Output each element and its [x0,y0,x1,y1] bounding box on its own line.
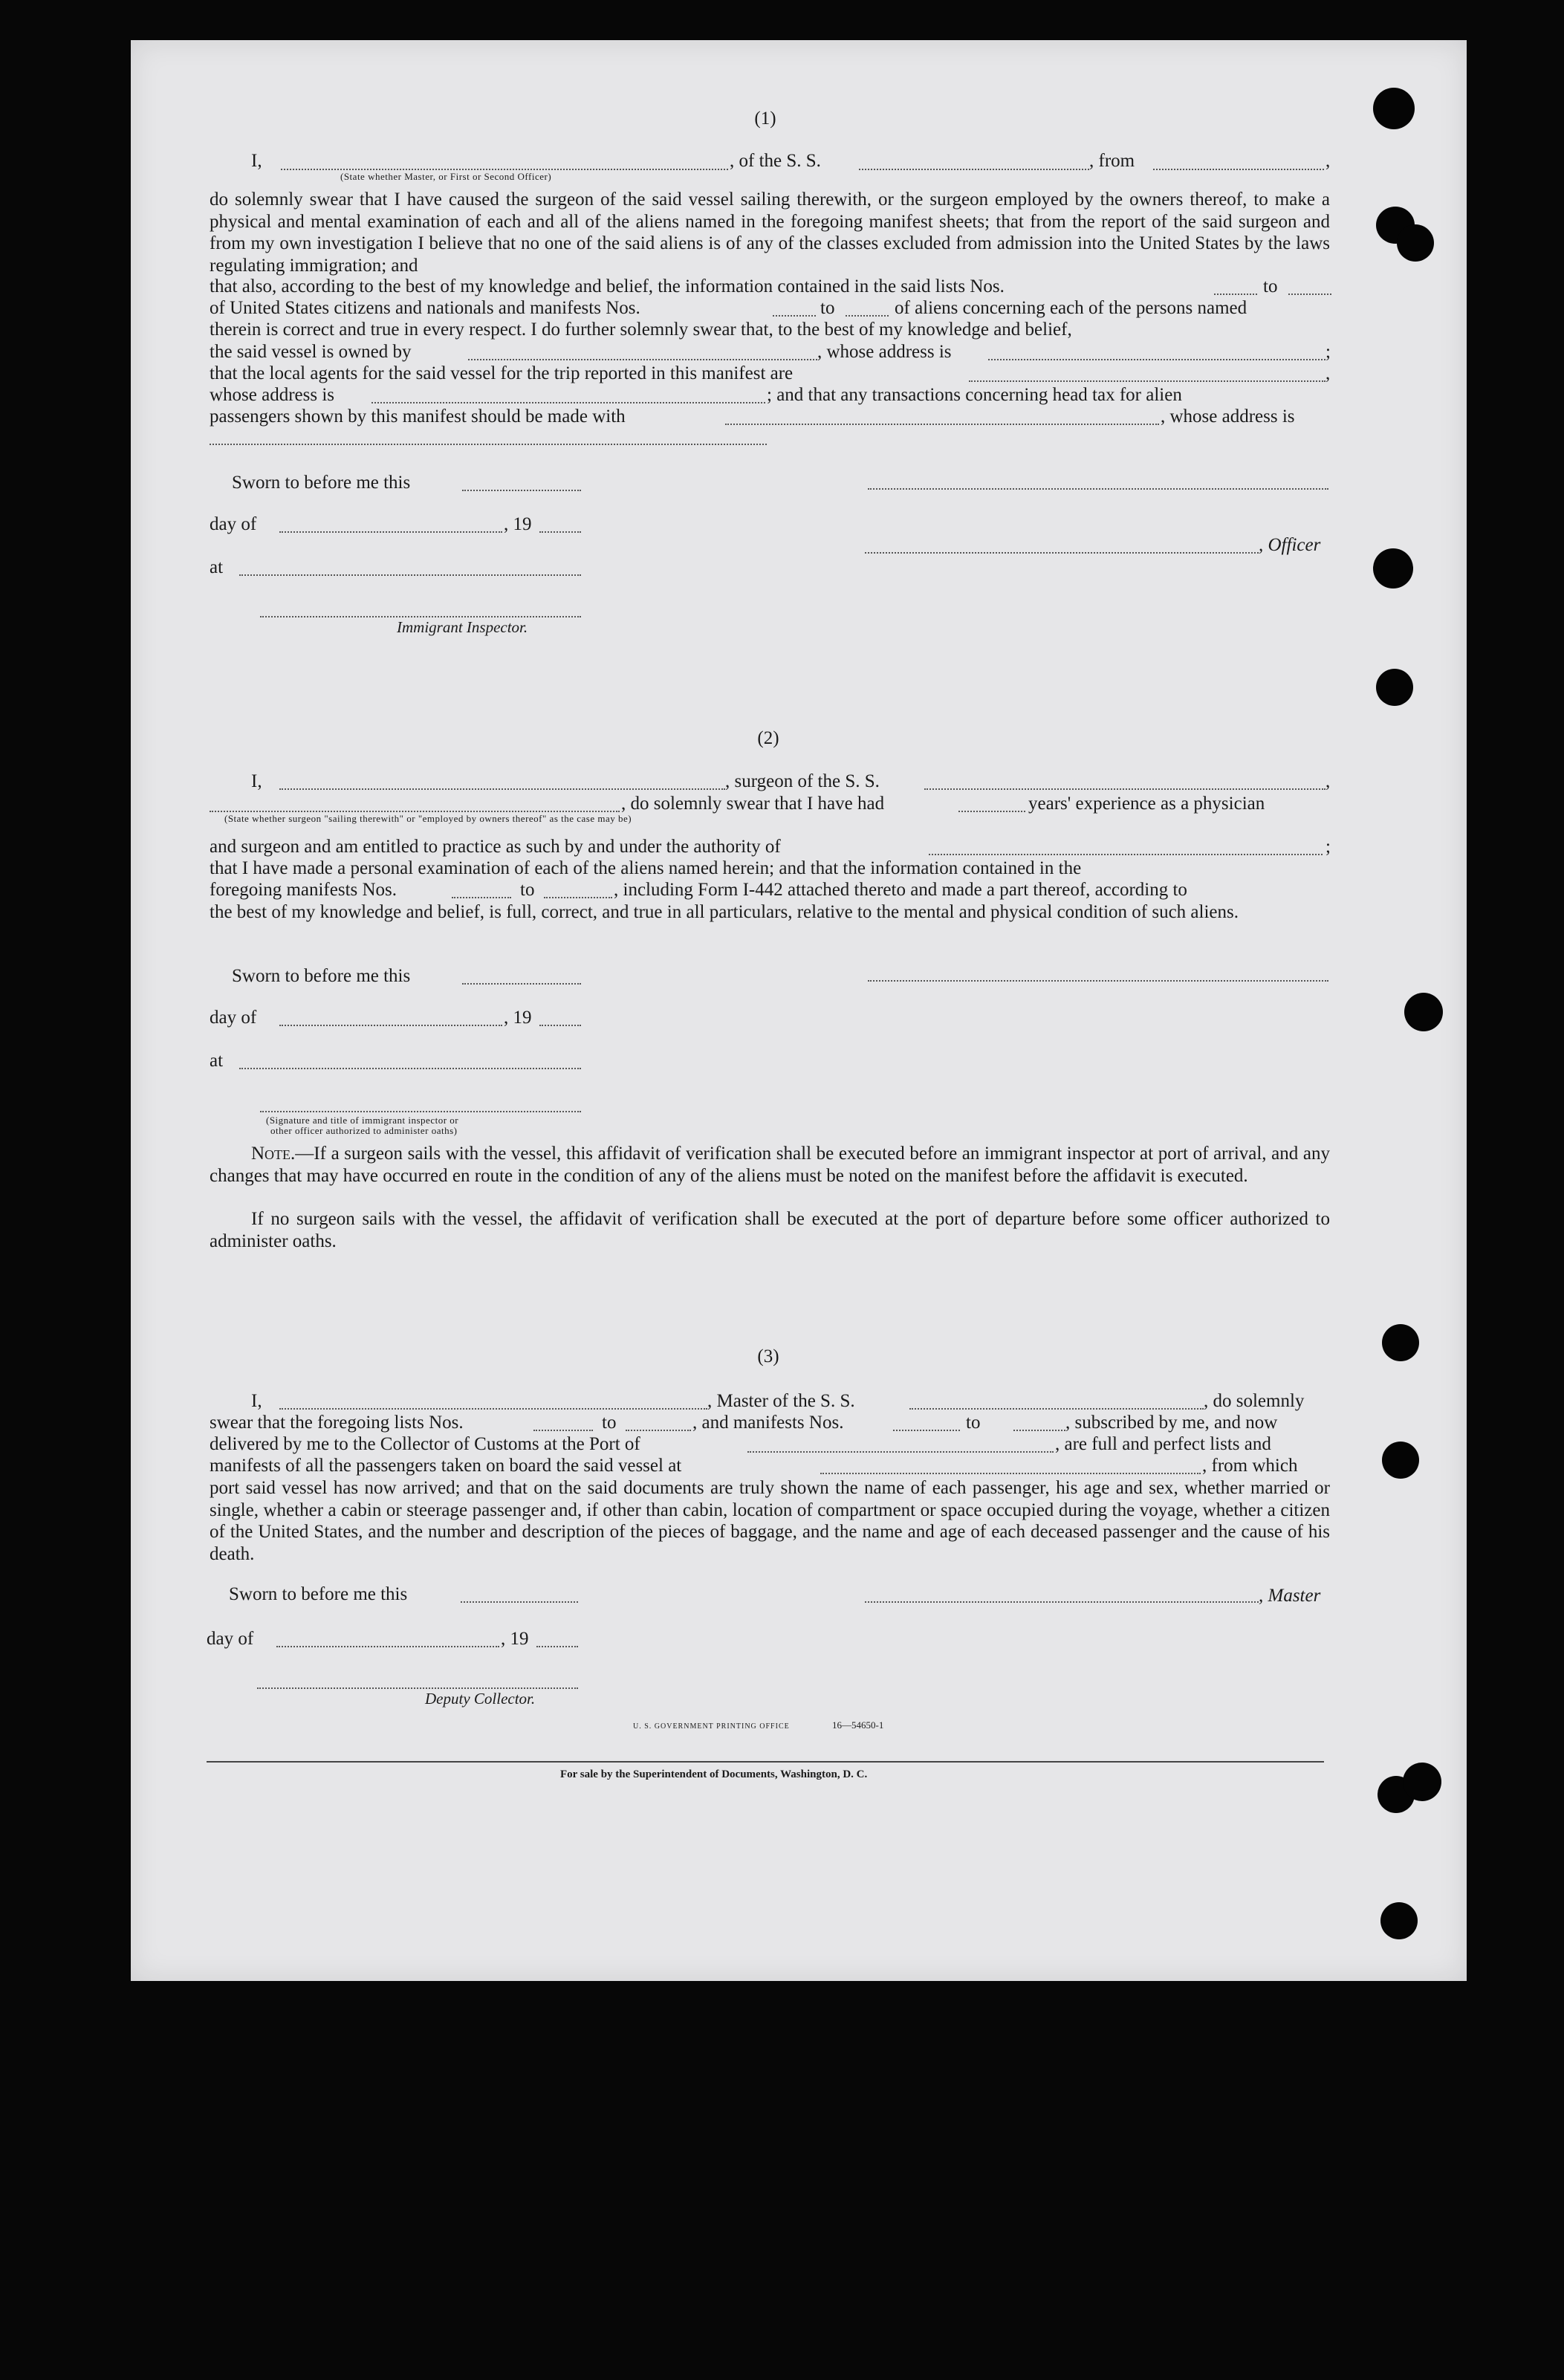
s2-manifests-a: foregoing manifests Nos. [210,880,398,900]
s1-sworn: Sworn to before me this [232,473,411,493]
s3-and-manifests: , and manifests Nos. [692,1413,844,1433]
s2-at-blank[interactable] [239,1067,581,1069]
s3-deputy-line[interactable] [257,1687,578,1689]
s3-list-from-blank[interactable] [533,1429,593,1431]
s1-list-to-blank[interactable] [1288,293,1331,295]
binder-hole [1403,1763,1441,1801]
s3-master-signature-line[interactable] [865,1601,1259,1603]
s1-year-blank[interactable] [539,531,581,533]
s1-list-from-blank[interactable] [1214,293,1257,295]
s2-signature-line[interactable] [868,979,1328,982]
s2-at: at [210,1051,224,1071]
s2-note-2: If no surgeon sails with the vessel, the affidavit of verification shall be executed at the port of departure before some officer authorized to administer oaths. [210,1209,1330,1251]
s3-vessel-blank[interactable] [909,1407,1204,1410]
s3-paragraph: port said vessel has now arrived; and that on the said documents are truly shown the name of each passenger, his age and sex, whether married or single, whether a cabin or steerage passenger and, if other than cabin, location of compartment or space occupied during the voyage, whether a citizen of the United States, and the number and description of the pieces of baggage, and the name and age of each deceased passenger and the cause of his death. [210,1478,1330,1564]
s2-paragraph-end: the best of my knowledge and belief, is full, correct, and true in all particulars, relative to the mental and physical condition of such aliens. [210,902,1239,922]
s1-whose-address-3: , whose address is [1161,406,1295,427]
s1-officer-line[interactable] [865,551,1259,554]
s1-agents-blank[interactable] [969,380,1325,382]
s3-port-blank[interactable] [747,1450,1054,1453]
binder-hole [1373,548,1413,588]
s3-manifests-all: manifests of all the passengers taken on board the said vessel at [210,1456,682,1476]
s3-board-port-blank[interactable] [820,1472,1201,1474]
s1-day-of: day of [210,514,257,534]
s1-to: to [1263,276,1278,296]
s2-examination: that I have made a personal examination of each of the aliens named herein; and that the information contained in the [210,858,1082,878]
s1-manifest-from-blank[interactable] [773,314,816,317]
s2-day-of: day of [210,1008,257,1028]
s1-agents-address-blank[interactable] [371,401,765,403]
s2-sig-caption-1: (Signature and title of immigrant inspector or [266,1115,459,1126]
s2-month-blank[interactable] [279,1024,502,1026]
s3-swear-lists: swear that the foregoing lists Nos. [210,1413,464,1433]
s2-sig-caption-2: other officer authorized to administer oaths) [270,1125,458,1136]
s3-solemnly: , do solemnly [1204,1391,1305,1411]
s2-year-blank[interactable] [539,1024,581,1026]
binder-hole [1373,88,1415,129]
for-sale-note: For sale by the Superintendent of Documents, Washington, D. C. [560,1768,868,1780]
s1-tax-address-blank[interactable] [210,443,767,445]
s1-paragraph: do solemnly swear that I have caused the surgeon of the said vessel sailing therewith, or the surgeon employed by the owners thereof, to make a physical and mental examination of each and all of the aliens named in the foregoing manifest sheets; that from the report of the said surgeon and from my own investigation I believe that no one of the said aliens is of any of the classes excluded from admission into the United States by the laws regulating immigration; and [210,189,1330,276]
s1-vessel-blank[interactable] [859,168,1089,170]
s1-of-ss: , of the S. S. [730,151,821,171]
section-1-number: (1) [754,108,776,129]
s3-i: I, [251,1391,262,1411]
s2-comma: , [1325,771,1331,791]
s1-month-blank[interactable] [279,531,502,533]
s1-inspector-label: Immigrant Inspector. [397,618,528,636]
s2-surgeon-name-blank[interactable] [279,788,725,790]
s1-passengers: passengers shown by this manifest should be made with [210,406,626,427]
section-2-number: (2) [757,728,779,748]
s1-citizens-a: of United States citizens and nationals and manifests Nos. [210,298,640,318]
s2-state-note: (State whether surgeon "sailing therewith" or "employed by owners thereof" as the case may be) [224,813,632,824]
s3-master-name-blank[interactable] [279,1407,707,1410]
s1-at-blank[interactable] [239,574,581,576]
footer-rule [207,1761,1324,1763]
s2-official-line[interactable] [260,1110,581,1112]
s1-officer-rank-blank[interactable] [281,168,728,170]
s2-entitled: and surgeon and am entitled to practice as such by and under the authority of [210,837,781,857]
s2-surgeon-type-blank[interactable] [210,810,620,812]
form-number: 16—54650-1 [832,1719,884,1731]
s1-local-agents: that the local agents for the said vessel for the trip reported in this manifest are [210,363,794,383]
s1-i: I, [251,151,262,171]
s3-sworn: Sworn to before me this [229,1584,408,1604]
s2-note-text: —If a surgeon sails with the vessel, this affidavit of verification shall be executed before an immigrant inspector at port of arrival, and any changes that may have occurred en route in the condition of any of the aliens must be noted on the manifest before the affidavit is executed. [210,1144,1330,1186]
binder-hole [1404,993,1443,1031]
s2-year: , 19 [504,1008,532,1028]
s1-officer-label: , Officer [1259,535,1321,555]
s3-month-blank[interactable] [276,1645,499,1647]
s3-master-label: , Master [1259,1586,1321,1606]
s1-owned-by: the said vessel is owned by [210,342,412,362]
s1-whose-address: , whose address is [817,342,952,362]
s3-day-of: day of [207,1629,254,1649]
s3-delivered: delivered by me to the Collector of Customs at the Port of [210,1434,640,1454]
s1-manifest-to-blank[interactable] [846,314,889,317]
s3-subscribed: , subscribed by me, and now [1065,1413,1278,1433]
s1-inspector-line[interactable] [260,615,581,617]
s3-to: to [602,1413,617,1433]
s3-manifest-to-blank[interactable] [1013,1429,1065,1431]
binder-hole [1380,1902,1418,1939]
s1-at: at [210,557,224,577]
s3-from-which: , from which [1202,1456,1298,1476]
section-3-number: (3) [757,1346,779,1366]
s2-authority-blank[interactable] [929,853,1323,855]
s2-years: years' experience as a physician [1028,794,1265,814]
s1-year: , 19 [504,514,532,534]
s1-line-also: that also, according to the best of my knowledge and belief, the information contained in the said lists Nos. [210,276,1005,296]
s1-head-tax: ; and that any transactions concerning head tax for alien [767,385,1182,405]
s3-full-perfect: , are full and perfect lists and [1055,1434,1271,1454]
binder-hole [1397,224,1434,262]
s3-year: , 19 [501,1629,529,1649]
s3-to-2: to [966,1413,981,1433]
binder-hole [1376,669,1413,706]
s2-swear: , do solemnly swear that I have had [621,794,885,814]
s3-master-of: , Master of the S. S. [707,1391,855,1411]
s1-from-blank[interactable] [1153,168,1324,170]
s1-signature-line[interactable] [868,487,1328,490]
s1-from: , from [1089,151,1135,171]
s1-tax-agent-blank[interactable] [725,423,1159,425]
s2-note [210,1143,1330,1187]
s2-vessel-blank[interactable] [924,788,1325,790]
s1-comma: , [1325,151,1331,171]
s1-state-note: (State whether Master, or First or Second Officer) [340,171,552,182]
s3-deputy-label: Deputy Collector. [425,1690,536,1708]
s2-note-label: Note. [251,1144,296,1164]
s3-sworn-day-blank[interactable] [461,1601,578,1603]
s1-to-2: to [820,298,835,318]
s2-i: I, [251,771,262,791]
s2-years-blank[interactable] [958,810,1025,812]
s1-sworn-day-blank[interactable] [462,489,581,491]
binder-hole [1382,1324,1419,1361]
s1-owner-address-blank[interactable] [988,358,1325,360]
printing-office: U. S. GOVERNMENT PRINTING OFFICE [633,1722,790,1731]
s3-list-to-blank[interactable] [626,1429,691,1431]
s1-whose-address-2: whose address is [210,385,335,405]
s2-manifest-to-blank[interactable] [544,896,612,898]
s1-semicolon: ; [1325,342,1331,362]
s2-manifest-from-blank[interactable] [452,896,511,898]
s1-therein: therein is correct and true in every respect. I do further solemnly swear that, to the best of my knowledge and belief, [210,320,1072,340]
s2-manifests-b: , including Form I-442 attached thereto and made a part thereof, according to [614,880,1187,900]
s1-citizens-b: of aliens concerning each of the persons named [895,298,1247,318]
s1-comma-2: , [1325,363,1331,383]
s2-sworn-day-blank[interactable] [462,982,581,985]
s2-sworn: Sworn to before me this [232,966,411,986]
s1-owner-blank[interactable] [468,358,817,360]
s3-manifest-from-blank[interactable] [893,1429,960,1431]
s3-year-blank[interactable] [536,1645,578,1647]
s2-to: to [520,880,535,900]
binder-hole [1382,1442,1419,1479]
s2-surgeon-of: , surgeon of the S. S. [725,771,880,791]
s2-semicolon: ; [1325,837,1331,857]
